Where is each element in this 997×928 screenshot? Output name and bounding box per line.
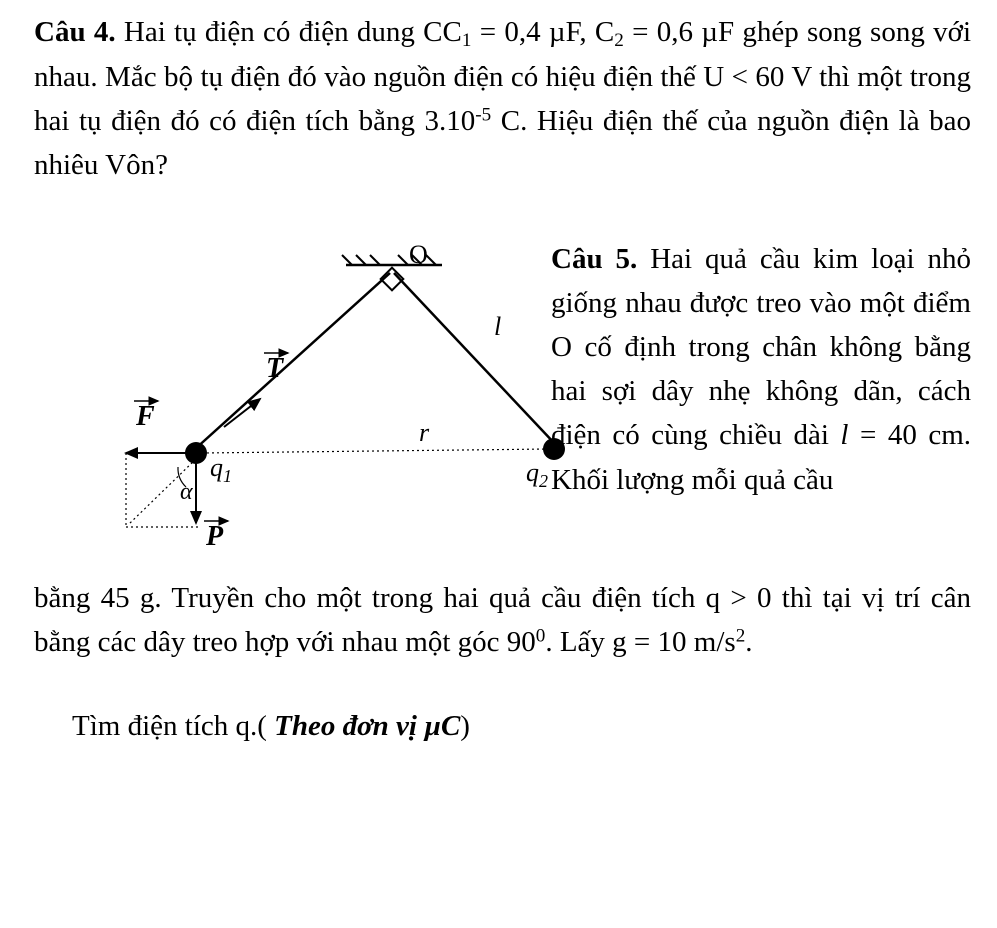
label-l: l	[494, 312, 502, 342]
question-4-text-4: C. Hiệu điện thế của nguồn điện là bao nhiêu Vôn?	[34, 104, 971, 182]
label-r: r	[419, 418, 430, 448]
label-O: O	[409, 240, 428, 270]
question-5-side-text	[551, 237, 971, 501]
question-5-flow-1: bằng 45 g. Truyền cho một trong hai quả cầu điện tích q > 0 thì tại vị trí cân bằng các dây treo hợp với nhau một góc 90	[34, 582, 971, 659]
question-5-text-2: = 40 cm. Khối lượng mỗi quả cầu	[551, 419, 971, 496]
question-4-label: Câu 4.	[34, 16, 116, 48]
capacitor-1-symbol: C	[442, 16, 462, 48]
label-P: P	[206, 521, 224, 553]
question-4-text-1: Hai tụ điện có điện dung C	[115, 16, 443, 48]
question-5-label: Câu 5.	[551, 243, 638, 276]
capacitor-2-subscript: 2	[614, 29, 624, 51]
question-5-flow-3: .	[745, 626, 753, 659]
label-alpha: α	[180, 479, 193, 506]
label-F: F	[136, 401, 155, 433]
label-q2: $q_2$	[526, 458, 548, 492]
question-4-text-2: = 0,4 µF, C	[471, 16, 615, 48]
final-prompt-text: Tìm điện tích q.(	[72, 710, 275, 743]
label-T: T	[266, 353, 284, 385]
capacitor-1-subscript: 1	[461, 29, 472, 51]
label-q1: $q_1$	[210, 453, 232, 487]
question-4-text-3: = 0,6 µF ghép song song với nhau. Mắc bộ tụ điện đó vào nguồn điện có hiệu điện thế U < 60 V thì một trong hai tụ điện đó có điện tích bằng 3.10	[34, 16, 972, 137]
figure-and-question-5-block	[34, 227, 971, 572]
question-5-flow-2: . Lấy g = 10 m/s	[545, 626, 736, 659]
question-4-paragraph	[34, 10, 971, 187]
question-5-text-1: Hai quả cầu kim loại nhỏ giống nhau được treo vào một điểm O cố định trong chân không bằng hai sợi dây nhẹ không dãn, cách điện có cùng chiều dài	[551, 243, 971, 452]
length-variable: l	[840, 419, 849, 452]
charge-exponent: -5	[475, 104, 492, 126]
question-5-continuation	[34, 576, 971, 664]
final-prompt-end: )	[460, 710, 470, 743]
final-prompt-emphasis: Theo đơn vị µC	[274, 710, 461, 743]
pendulum-figure	[74, 227, 574, 572]
seconds-squared-exponent: 2	[735, 625, 746, 647]
final-prompt-line	[34, 710, 971, 743]
angle-degree-symbol: 0	[535, 625, 546, 647]
